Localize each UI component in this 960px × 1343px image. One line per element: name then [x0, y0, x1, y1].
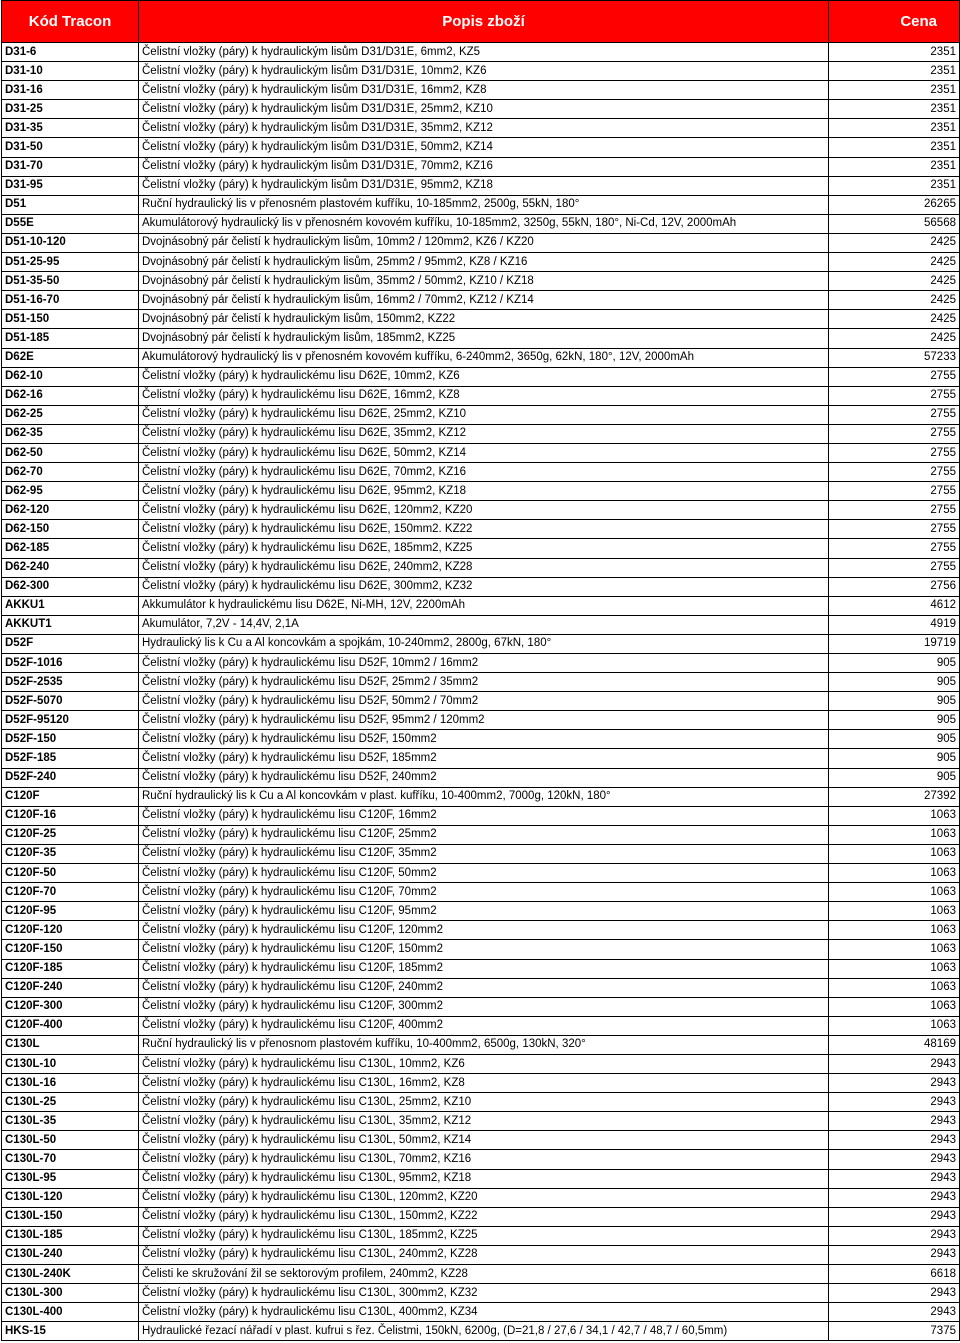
product-description: Čelistní vložky (páry) k hydraulickému lisu C130L, 70mm2, KZ16 — [139, 1150, 829, 1169]
product-description: Hydraulické řezací nářadí v plast. kufrui s řez. Čelistmi, 150kN, 6200g, (D=21,8 / 27,6 / 34,1 / 42,7 / 48,7 / 60,5mm) — [139, 1322, 829, 1341]
product-code: D62-16 — [2, 386, 139, 405]
product-price: 2943 — [829, 1226, 960, 1245]
product-description: Čelistní vložky (páry) k hydraulickému lisu D62E, 10mm2, KZ6 — [139, 367, 829, 386]
product-description: Čelistní vložky (páry) k hydraulickým lisům D31/D31E, 25mm2, KZ10 — [139, 100, 829, 119]
product-price: 2943 — [829, 1245, 960, 1264]
table-row — [2, 1150, 960, 1169]
table-row — [2, 768, 960, 787]
product-code: D62-35 — [2, 424, 139, 443]
table-row — [2, 157, 960, 176]
product-description: Čelistní vložky (páry) k hydraulickému lisu D52F, 240mm2 — [139, 768, 829, 787]
product-price: 6618 — [829, 1265, 960, 1284]
product-price: 2755 — [829, 501, 960, 520]
table-row — [2, 138, 960, 157]
product-price: 1063 — [829, 902, 960, 921]
product-price: 2351 — [829, 176, 960, 195]
table-row — [2, 1245, 960, 1264]
product-price: 2755 — [829, 520, 960, 539]
product-description: Čelistní vložky (páry) k hydraulickému lisu C120F, 95mm2 — [139, 902, 829, 921]
product-description: Čelistní vložky (páry) k hydraulickému lisu D62E, 150mm2. KZ22 — [139, 520, 829, 539]
product-code: C120F-70 — [2, 883, 139, 902]
product-description: Čelistní vložky (páry) k hydraulickému lisu C130L, 50mm2, KZ14 — [139, 1131, 829, 1150]
table-row — [2, 367, 960, 386]
product-price: 1063 — [829, 940, 960, 959]
product-code: D51-35-50 — [2, 272, 139, 291]
product-price: 1063 — [829, 825, 960, 844]
product-price: 2351 — [829, 157, 960, 176]
product-code: D52F-240 — [2, 768, 139, 787]
table-row — [2, 596, 960, 615]
table-row — [2, 348, 960, 367]
product-price: 1063 — [829, 997, 960, 1016]
product-price: 2943 — [829, 1074, 960, 1093]
product-description: Akumulátorový hydraulický lis v přenosném kovovém kufříku, 6-240mm2, 3650g, 62kN, 180°, 12V, 2000mAh — [139, 348, 829, 367]
product-description: Čelistní vložky (páry) k hydraulickému lisu D52F, 185mm2 — [139, 749, 829, 768]
product-price: 905 — [829, 768, 960, 787]
product-description: Čelistní vložky (páry) k hydraulickému lisu D62E, 300mm2, KZ32 — [139, 577, 829, 596]
table-row — [2, 233, 960, 252]
product-price: 2755 — [829, 405, 960, 424]
product-code: C120F — [2, 787, 139, 806]
table-row — [2, 806, 960, 825]
product-description: Čelistní vložky (páry) k hydraulickému lisu C120F, 50mm2 — [139, 864, 829, 883]
product-code: C120F-35 — [2, 844, 139, 863]
product-description: Čelistní vložky (páry) k hydraulickému lisu C130L, 300mm2, KZ32 — [139, 1284, 829, 1303]
table-row — [2, 1093, 960, 1112]
table-row — [2, 405, 960, 424]
product-price: 48169 — [829, 1035, 960, 1054]
product-code: D31-70 — [2, 157, 139, 176]
product-description: Čelistní vložky (páry) k hydraulickému lisu C120F, 35mm2 — [139, 844, 829, 863]
header-description: Popis zboží — [139, 1, 829, 43]
product-code: AKKUT1 — [2, 615, 139, 634]
product-price: 905 — [829, 730, 960, 749]
product-price: 2755 — [829, 558, 960, 577]
product-price: 57233 — [829, 348, 960, 367]
product-code: C130L-240 — [2, 1245, 139, 1264]
table-row — [2, 1303, 960, 1322]
table-row — [2, 749, 960, 768]
product-price: 2351 — [829, 62, 960, 81]
product-description: Čelistní vložky (páry) k hydraulickému lisu C130L, 120mm2, KZ20 — [139, 1188, 829, 1207]
product-description: Čelistní vložky (páry) k hydraulickému lisu C120F, 240mm2 — [139, 978, 829, 997]
product-description: Hydraulický lis k Cu a Al koncovkám a spojkám, 10-240mm2, 2800g, 67kN, 180° — [139, 634, 829, 653]
header-code: Kód Tracon — [2, 1, 139, 43]
product-description: Čelistní vložky (páry) k hydraulickým lisům D31/D31E, 35mm2, KZ12 — [139, 119, 829, 138]
table-row — [2, 43, 960, 62]
product-price: 2755 — [829, 443, 960, 462]
product-code: D51-25-95 — [2, 253, 139, 272]
product-price: 2755 — [829, 367, 960, 386]
product-price: 2351 — [829, 81, 960, 100]
product-description: Čelistní vložky (páry) k hydraulickému lisu C120F, 300mm2 — [139, 997, 829, 1016]
product-description: Čelistní vložky (páry) k hydraulickému lisu C130L, 10mm2, KZ6 — [139, 1054, 829, 1073]
product-code: D51-16-70 — [2, 291, 139, 310]
table-row — [2, 558, 960, 577]
product-description: Čelistní vložky (páry) k hydraulickým lisům D31/D31E, 16mm2, KZ8 — [139, 81, 829, 100]
product-code: C130L-70 — [2, 1150, 139, 1169]
product-description: Dvojnásobný pár čelistí k hydraulickým lisům, 185mm2, KZ25 — [139, 329, 829, 348]
product-code: D62-70 — [2, 463, 139, 482]
product-price: 2943 — [829, 1112, 960, 1131]
product-code: D31-95 — [2, 176, 139, 195]
product-price: 1063 — [829, 883, 960, 902]
product-code: D52F-150 — [2, 730, 139, 749]
product-description: Čelistní vložky (páry) k hydraulickému lisu C120F, 400mm2 — [139, 1016, 829, 1035]
product-description: Ruční hydraulický lis v přenosném plastovém kufříku, 10-185mm2, 2500g, 55kN, 180° — [139, 195, 829, 214]
product-description: Čelistní vložky (páry) k hydraulickému lisu C120F, 16mm2 — [139, 806, 829, 825]
table-row — [2, 253, 960, 272]
table-row — [2, 1112, 960, 1131]
table-row — [2, 1322, 960, 1341]
product-price: 2943 — [829, 1188, 960, 1207]
product-description: Akkumulátor k hydraulickému lisu D62E, Ni-MH, 12V, 2200mAh — [139, 596, 829, 615]
product-code: HKS-15 — [2, 1322, 139, 1341]
table-row — [2, 272, 960, 291]
product-code: D62-25 — [2, 405, 139, 424]
product-price: 1063 — [829, 959, 960, 978]
product-code: D51-10-120 — [2, 233, 139, 252]
table-row — [2, 959, 960, 978]
table-row — [2, 1207, 960, 1226]
product-description: Čelistní vložky (páry) k hydraulickému lisu D52F, 50mm2 / 70mm2 — [139, 692, 829, 711]
product-price: 2943 — [829, 1150, 960, 1169]
table-row — [2, 997, 960, 1016]
product-description: Dvojnásobný pár čelistí k hydraulickým lisům, 16mm2 / 70mm2, KZ12 / KZ14 — [139, 291, 829, 310]
product-description: Čelistní vložky (páry) k hydraulickému lisu C120F, 70mm2 — [139, 883, 829, 902]
table-row — [2, 176, 960, 195]
product-code: C130L-10 — [2, 1054, 139, 1073]
product-price: 2755 — [829, 539, 960, 558]
product-price: 2351 — [829, 119, 960, 138]
product-price: 2351 — [829, 100, 960, 119]
product-price: 19719 — [829, 634, 960, 653]
product-price: 2351 — [829, 43, 960, 62]
table-row — [2, 1265, 960, 1284]
product-code: D52F — [2, 634, 139, 653]
product-code: C130L-95 — [2, 1169, 139, 1188]
product-code: D31-16 — [2, 81, 139, 100]
table-row — [2, 195, 960, 214]
table-row — [2, 62, 960, 81]
product-code: D55E — [2, 214, 139, 233]
table-row — [2, 424, 960, 443]
table-row — [2, 1054, 960, 1073]
table-row — [2, 520, 960, 539]
product-code: C130L-400 — [2, 1303, 139, 1322]
product-code: C120F-240 — [2, 978, 139, 997]
table-row — [2, 921, 960, 940]
product-description: Čelistní vložky (páry) k hydraulickému lisu D62E, 16mm2, KZ8 — [139, 386, 829, 405]
product-description: Čelistní vložky (páry) k hydraulickému lisu C130L, 240mm2, KZ28 — [139, 1245, 829, 1264]
product-code: C120F-120 — [2, 921, 139, 940]
product-description: Čelistní vložky (páry) k hydraulickému lisu C130L, 150mm2, KZ22 — [139, 1207, 829, 1226]
product-description: Dvojnásobný pár čelistí k hydraulickým lisům, 10mm2 / 120mm2, KZ6 / KZ20 — [139, 233, 829, 252]
table-row — [2, 940, 960, 959]
product-description: Čelistní vložky (páry) k hydraulickému lisu D62E, 95mm2, KZ18 — [139, 482, 829, 501]
product-code: D62-300 — [2, 577, 139, 596]
product-price: 905 — [829, 673, 960, 692]
product-description: Čelistní vložky (páry) k hydraulickým lisům D31/D31E, 6mm2, KZ5 — [139, 43, 829, 62]
product-code: C130L — [2, 1035, 139, 1054]
product-code: D62-185 — [2, 539, 139, 558]
table-row — [2, 634, 960, 653]
product-code: C120F-400 — [2, 1016, 139, 1035]
product-description: Čelistní vložky (páry) k hydraulickým lisům D31/D31E, 95mm2, KZ18 — [139, 176, 829, 195]
product-price: 2755 — [829, 482, 960, 501]
product-price: 905 — [829, 692, 960, 711]
product-price: 2943 — [829, 1303, 960, 1322]
product-code: C120F-25 — [2, 825, 139, 844]
product-code: D52F-95120 — [2, 711, 139, 730]
product-description: Dvojnásobný pár čelistí k hydraulickým lisům, 150mm2, KZ22 — [139, 310, 829, 329]
product-description: Dvojnásobný pár čelistí k hydraulickým lisům, 25mm2 / 95mm2, KZ8 / KZ16 — [139, 253, 829, 272]
table-row — [2, 329, 960, 348]
product-description: Čelistní vložky (páry) k hydraulickým lisům D31/D31E, 50mm2, KZ14 — [139, 138, 829, 157]
product-price: 2943 — [829, 1093, 960, 1112]
table-row — [2, 902, 960, 921]
product-code: D62-95 — [2, 482, 139, 501]
product-code: D51-150 — [2, 310, 139, 329]
product-price: 2943 — [829, 1131, 960, 1150]
table-row — [2, 1284, 960, 1303]
product-description: Čelistní vložky (páry) k hydraulickému lisu D62E, 240mm2, KZ28 — [139, 558, 829, 577]
product-code: D31-6 — [2, 43, 139, 62]
product-code: D31-10 — [2, 62, 139, 81]
table-row — [2, 730, 960, 749]
product-code: D52F-185 — [2, 749, 139, 768]
product-description: Čelistní vložky (páry) k hydraulickému lisu D62E, 50mm2, KZ14 — [139, 443, 829, 462]
product-description: Čelistní vložky (páry) k hydraulickému lisu D52F, 25mm2 / 35mm2 — [139, 673, 829, 692]
table-row — [2, 482, 960, 501]
table-row — [2, 577, 960, 596]
product-code: C130L-240K — [2, 1265, 139, 1284]
table-header — [2, 1, 960, 43]
product-code: D52F-5070 — [2, 692, 139, 711]
table-row — [2, 654, 960, 673]
product-code: C120F-50 — [2, 864, 139, 883]
product-description: Čelistní vložky (páry) k hydraulickému lisu D62E, 70mm2, KZ16 — [139, 463, 829, 482]
product-code: D31-35 — [2, 119, 139, 138]
product-price: 1063 — [829, 844, 960, 863]
header-row — [2, 1, 960, 43]
product-description: Čelistní vložky (páry) k hydraulickému lisu D52F, 95mm2 / 120mm2 — [139, 711, 829, 730]
product-description: Čelistní vložky (páry) k hydraulickým lisům D31/D31E, 10mm2, KZ6 — [139, 62, 829, 81]
table-row — [2, 539, 960, 558]
product-code: D62-150 — [2, 520, 139, 539]
product-description: Čelistní vložky (páry) k hydraulickému lisu C130L, 25mm2, KZ10 — [139, 1093, 829, 1112]
table-row — [2, 291, 960, 310]
product-price: 2943 — [829, 1169, 960, 1188]
product-description: Akumulátor, 7,2V - 14,4V, 2,1A — [139, 615, 829, 634]
table-row — [2, 844, 960, 863]
product-price: 2943 — [829, 1284, 960, 1303]
product-code: C130L-25 — [2, 1093, 139, 1112]
product-price: 2425 — [829, 272, 960, 291]
table-row — [2, 883, 960, 902]
table-row — [2, 1131, 960, 1150]
product-price: 7375 — [829, 1322, 960, 1341]
product-code: D51 — [2, 195, 139, 214]
product-description: Čelistní vložky (páry) k hydraulickému lisu C120F, 25mm2 — [139, 825, 829, 844]
product-code: D31-50 — [2, 138, 139, 157]
price-table — [1, 0, 960, 1341]
table-row — [2, 711, 960, 730]
product-description: Čelistní vložky (páry) k hydraulickému lisu D62E, 120mm2, KZ20 — [139, 501, 829, 520]
product-price: 1063 — [829, 864, 960, 883]
product-code: C130L-150 — [2, 1207, 139, 1226]
product-description: Čelistní vložky (páry) k hydraulickému lisu C130L, 185mm2, KZ25 — [139, 1226, 829, 1245]
product-code: D51-185 — [2, 329, 139, 348]
table-row — [2, 978, 960, 997]
product-description: Čelistní vložky (páry) k hydraulickému lisu D52F, 10mm2 / 16mm2 — [139, 654, 829, 673]
product-price: 2943 — [829, 1207, 960, 1226]
product-code: C130L-185 — [2, 1226, 139, 1245]
table-row — [2, 1074, 960, 1093]
product-code: C130L-50 — [2, 1131, 139, 1150]
product-description: Čelistní vložky (páry) k hydraulickému lisu C130L, 95mm2, KZ18 — [139, 1169, 829, 1188]
table-row — [2, 443, 960, 462]
product-description: Čelistní vložky (páry) k hydraulickému lisu D62E, 35mm2, KZ12 — [139, 424, 829, 443]
product-price: 2755 — [829, 424, 960, 443]
product-code: D62-10 — [2, 367, 139, 386]
product-description: Ruční hydraulický lis k Cu a Al koncovkám v plast. kufříku, 10-400mm2, 7000g, 120kN, 180° — [139, 787, 829, 806]
table-row — [2, 673, 960, 692]
table-row — [2, 615, 960, 634]
product-description: Čelistní vložky (páry) k hydraulickému lisu C130L, 400mm2, KZ34 — [139, 1303, 829, 1322]
product-price: 2755 — [829, 463, 960, 482]
table-row — [2, 864, 960, 883]
product-price: 2425 — [829, 310, 960, 329]
product-description: Čelistní vložky (páry) k hydraulickému lisu C120F, 150mm2 — [139, 940, 829, 959]
product-code: D52F-1016 — [2, 654, 139, 673]
product-code: D31-25 — [2, 100, 139, 119]
product-description: Čelistní vložky (páry) k hydraulickému lisu C120F, 120mm2 — [139, 921, 829, 940]
product-code: C130L-300 — [2, 1284, 139, 1303]
table-row — [2, 463, 960, 482]
product-code: D52F-2535 — [2, 673, 139, 692]
product-price: 4612 — [829, 596, 960, 615]
product-description: Čelistní vložky (páry) k hydraulickému lisu C130L, 16mm2, KZ8 — [139, 1074, 829, 1093]
product-price: 2756 — [829, 577, 960, 596]
product-price: 1063 — [829, 806, 960, 825]
product-price: 4919 — [829, 615, 960, 634]
product-price: 26265 — [829, 195, 960, 214]
product-description: Akumulátorový hydraulický lis v přenosném kovovém kufříku, 10-185mm2, 3250g, 55kN, 180°, Ni-Cd, 12V, 2000mAh — [139, 214, 829, 233]
product-price: 2425 — [829, 233, 960, 252]
product-price: 905 — [829, 711, 960, 730]
product-price: 2943 — [829, 1054, 960, 1073]
table-row — [2, 119, 960, 138]
product-price: 2755 — [829, 386, 960, 405]
product-description: Dvojnásobný pár čelistí k hydraulickým lisům, 35mm2 / 50mm2, KZ10 / KZ18 — [139, 272, 829, 291]
table-row — [2, 1169, 960, 1188]
table-row — [2, 825, 960, 844]
product-description: Čelistní vložky (páry) k hydraulickému lisu C120F, 185mm2 — [139, 959, 829, 978]
product-price: 905 — [829, 749, 960, 768]
product-code: C130L-16 — [2, 1074, 139, 1093]
product-price: 2425 — [829, 329, 960, 348]
table-row — [2, 1188, 960, 1207]
table-row — [2, 1016, 960, 1035]
product-code: C120F-95 — [2, 902, 139, 921]
product-price: 56568 — [829, 214, 960, 233]
product-price: 905 — [829, 654, 960, 673]
product-code: D62-50 — [2, 443, 139, 462]
product-code: C120F-16 — [2, 806, 139, 825]
product-price: 2351 — [829, 138, 960, 157]
table-row — [2, 501, 960, 520]
product-price: 2425 — [829, 253, 960, 272]
product-description: Čelistní vložky (páry) k hydraulickému lisu D62E, 25mm2, KZ10 — [139, 405, 829, 424]
product-price: 1063 — [829, 978, 960, 997]
product-code: C120F-150 — [2, 940, 139, 959]
product-description: Čelistní vložky (páry) k hydraulickým lisům D31/D31E, 70mm2, KZ16 — [139, 157, 829, 176]
table-row — [2, 1226, 960, 1245]
product-description: Ruční hydraulický lis v přenosnom plastovém kufříku, 10-400mm2, 6500g, 130kN, 320° — [139, 1035, 829, 1054]
table-row — [2, 310, 960, 329]
product-code: D62E — [2, 348, 139, 367]
product-price: 1063 — [829, 1016, 960, 1035]
table-row — [2, 692, 960, 711]
header-price: Cena — [829, 1, 960, 43]
table-row — [2, 214, 960, 233]
table-row — [2, 787, 960, 806]
product-code: C130L-35 — [2, 1112, 139, 1131]
table-row — [2, 1035, 960, 1054]
table-body — [2, 43, 960, 1341]
product-price: 1063 — [829, 921, 960, 940]
table-row — [2, 386, 960, 405]
product-code: C120F-300 — [2, 997, 139, 1016]
product-code: D62-120 — [2, 501, 139, 520]
product-description: Čelisti ke skružování žil se sektorovým profilem, 240mm2, KZ28 — [139, 1265, 829, 1284]
product-price: 2425 — [829, 291, 960, 310]
table-row — [2, 81, 960, 100]
product-code: AKKU1 — [2, 596, 139, 615]
product-description: Čelistní vložky (páry) k hydraulickému lisu D62E, 185mm2, KZ25 — [139, 539, 829, 558]
product-code: D62-240 — [2, 558, 139, 577]
product-code: C120F-185 — [2, 959, 139, 978]
product-code: C130L-120 — [2, 1188, 139, 1207]
table-row — [2, 100, 960, 119]
product-description: Čelistní vložky (páry) k hydraulickému lisu C130L, 35mm2, KZ12 — [139, 1112, 829, 1131]
product-price: 27392 — [829, 787, 960, 806]
product-description: Čelistní vložky (páry) k hydraulickému lisu D52F, 150mm2 — [139, 730, 829, 749]
